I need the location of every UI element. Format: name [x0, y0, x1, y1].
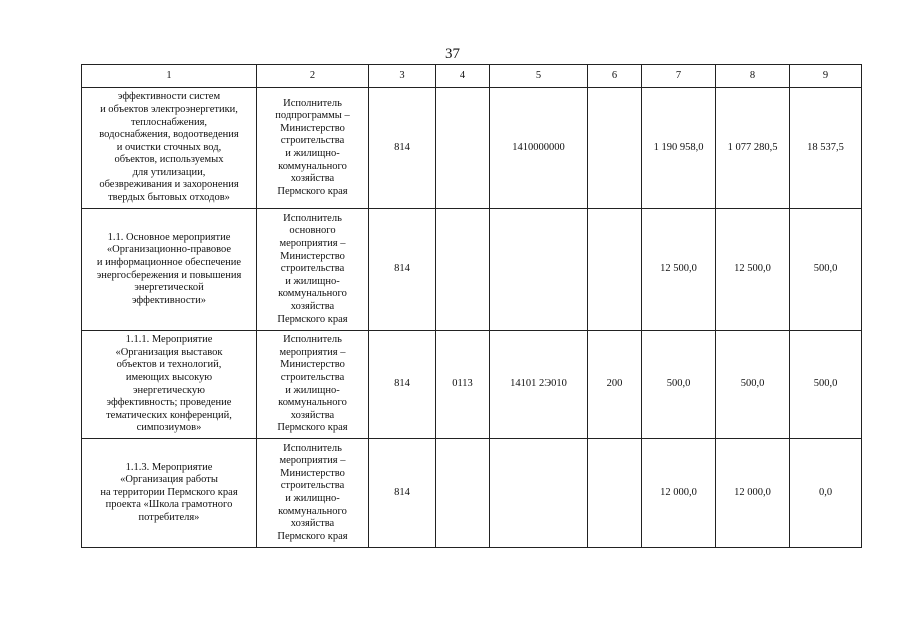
row-amount-col8: 1 077 280,5: [716, 88, 790, 209]
table-row: [82, 331, 862, 439]
column-header: 9: [790, 65, 862, 88]
column-header: 4: [436, 65, 490, 88]
row-amount-col8: 500,0: [716, 331, 790, 439]
row-amount-col8: 12 500,0: [716, 209, 790, 331]
table-row: [82, 439, 862, 548]
row-amount-col7: 500,0: [642, 331, 716, 439]
row-code-col5: [490, 439, 588, 548]
row-amount-col9: 500,0: [790, 209, 862, 331]
row-executor: Исполнитель основного мероприятия – Министерство строительства и жилищно- коммунального хозяйства Пермского края: [257, 209, 369, 331]
column-header: 6: [588, 65, 642, 88]
row-description: эффективности систем и объектов электроэнергетики, теплоснабжения, водоснабжения, водоотведения и очистки сточных вод, объектов, используемых для утилизации, обезвреживания и захоронения твердых бытовых отходов»: [82, 88, 257, 209]
row-amount-col9: 0,0: [790, 439, 862, 548]
row-description: 1.1. Основное мероприятие «Организационно-правовое и информационное обеспечение энергосбережения и повышения энергетической эффективности»: [82, 209, 257, 331]
row-amount-col7: 12 000,0: [642, 439, 716, 548]
row-amount-col9: 500,0: [790, 331, 862, 439]
row-amount-col7: 12 500,0: [642, 209, 716, 331]
column-header: 2: [257, 65, 369, 88]
row-code-col6: [588, 209, 642, 331]
row-code-col6: [588, 88, 642, 209]
table-row: [82, 88, 862, 209]
row-code-col3: 814: [369, 439, 436, 548]
row-code-col5: [490, 209, 588, 331]
table-header-row: [82, 65, 862, 88]
column-header: 7: [642, 65, 716, 88]
row-code-col6: 200: [588, 331, 642, 439]
column-header: 1: [82, 65, 257, 88]
table-row: [82, 209, 862, 331]
row-amount-col7: 1 190 958,0: [642, 88, 716, 209]
row-code-col4: [436, 209, 490, 331]
row-code-col4: 0113: [436, 331, 490, 439]
page-number: 37: [445, 46, 460, 62]
row-code-col6: [588, 439, 642, 548]
row-code-col4: [436, 88, 490, 209]
row-code-col3: 814: [369, 331, 436, 439]
budget-table: [81, 64, 862, 548]
row-amount-col9: 18 537,5: [790, 88, 862, 209]
row-description: 1.1.1. Мероприятие «Организация выставок объектов и технологий, имеющих высокую энергетическую эффективность; проведение тематических конференций, симпозиумов»: [82, 331, 257, 439]
row-code-col3: 814: [369, 209, 436, 331]
row-code-col5: 14101 2Э010: [490, 331, 588, 439]
row-executor: Исполнитель мероприятия – Министерство строительства и жилищно- коммунального хозяйства Пермского края: [257, 439, 369, 548]
column-header: 5: [490, 65, 588, 88]
column-header: 3: [369, 65, 436, 88]
row-executor: Исполнитель мероприятия – Министерство строительства и жилищно- коммунального хозяйства Пермского края: [257, 331, 369, 439]
row-description: 1.1.3. Мероприятие «Организация работы на территории Пермского края проекта «Школа грамотного потребителя»: [82, 439, 257, 548]
row-executor: Исполнитель подпрограммы – Министерство строительства и жилищно- коммунального хозяйства Пермского края: [257, 88, 369, 209]
row-code-col5: 1410000000: [490, 88, 588, 209]
column-header: 8: [716, 65, 790, 88]
row-amount-col8: 12 000,0: [716, 439, 790, 548]
row-code-col4: [436, 439, 490, 548]
row-code-col3: 814: [369, 88, 436, 209]
